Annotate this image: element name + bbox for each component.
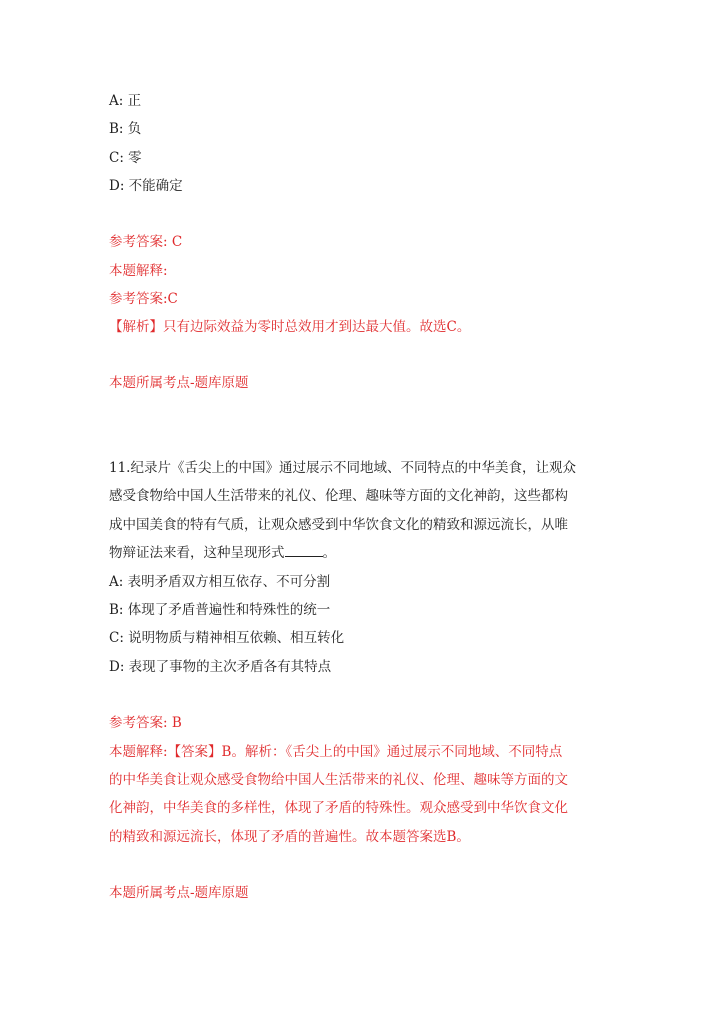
q10-answer: 参考答案: C <box>109 234 183 250</box>
q11-option-c: C: 说明物质与精神相互依赖、相互转化 <box>109 630 345 646</box>
q10-analysis: 【解析】只有边际效益为零时总效用才到达最大值。故选C。 <box>109 319 471 335</box>
q11-stem-line-4-end: 。 <box>322 545 336 561</box>
q11-stem-line-4-text: 物辩证法来看，这种呈现形式 <box>109 545 285 561</box>
q10-option-c: C: 零 <box>109 150 142 166</box>
answer-blank <box>285 544 323 557</box>
q11-option-d: D: 表现了事物的主次矛盾各有其特点 <box>109 659 332 675</box>
q10-option-d: D: 不能确定 <box>109 178 183 194</box>
q10-answer-repeat: 参考答案:C <box>109 291 178 307</box>
q11-option-a: A: 表明矛盾双方相互依存、不可分割 <box>109 574 331 590</box>
q11-stem-line-2: 感受食物给中国人生活带来的礼仪、伦理、趣味等方面的文化神韵，这些都构 <box>109 488 568 504</box>
q10-explanation-label: 本题解释: <box>109 263 168 279</box>
q11-explanation-line-1: 本题解释:【答案】B。解析：《舌尖上的中国》通过展示不同地域、不同特点 <box>109 744 563 760</box>
q11-explanation-line-3: 化神韵，中华美食的多样性，体现了矛盾的特殊性。观众感受到中华饮食文化 <box>109 800 568 816</box>
q11-stem-line-1: 11.纪录片《舌尖上的中国》通过展示不同地域、不同特点的中华美食，让观众 <box>109 460 576 476</box>
q11-explanation-line-2: 的中华美食让观众感受食物给中国人生活带来的礼仪、伦理、趣味等方面的文 <box>109 772 568 788</box>
q10-option-a: A: 正 <box>109 93 142 109</box>
q11-explanation-line-4: 的精致和源远流长，体现了矛盾的普遍性。故本题答案选B。 <box>109 829 470 845</box>
q10-option-b: B: 负 <box>109 121 142 137</box>
q11-option-b: B: 体现了矛盾普遍性和特殊性的统一 <box>109 602 331 618</box>
q11-answer: 参考答案: B <box>109 715 182 731</box>
q10-source: 本题所属考点-题库原题 <box>109 375 249 391</box>
q11-source: 本题所属考点-题库原题 <box>109 885 249 901</box>
q11-stem-line-4 <box>109 544 336 562</box>
q11-stem-line-3: 成中国美食的特有气质，让观众感受到中华饮食文化的精致和源远流长，从唯 <box>109 517 568 533</box>
